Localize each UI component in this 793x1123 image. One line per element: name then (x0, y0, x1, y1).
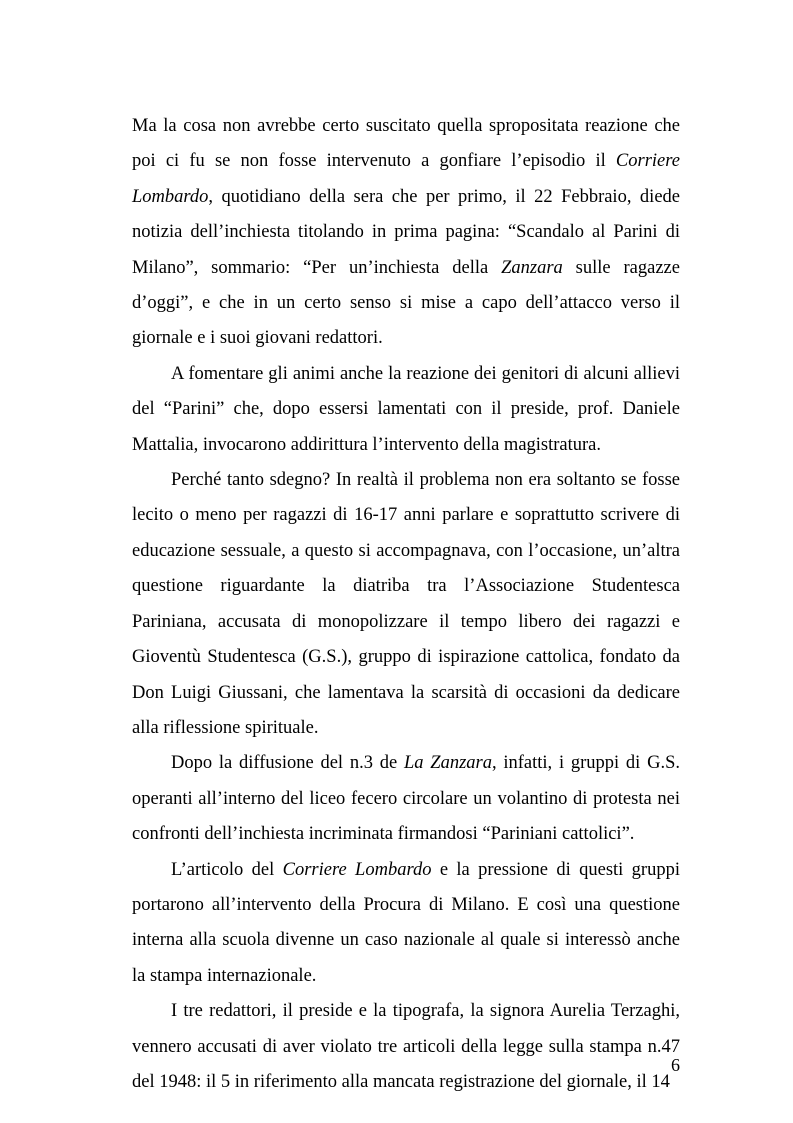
newspaper-title-la-zanzara: La Zanzara (403, 753, 492, 774)
paragraph-5-run-1: L’articolo del (171, 859, 283, 880)
newspaper-title-corriere-lombardo-2: Corriere Lombardo (282, 859, 432, 880)
page-number: 6 (671, 1055, 680, 1075)
paragraph-3-run-1: Perché tanto sdegno? In realtà il problema non era soltanto se fosse lecito o meno per ragazzi di 16-17 anni parlare e soprattutto scrivere di educazione sessuale, a questo si accompagnava, con l’occasione, un’altra questione riguardante la diatriba tra l’Associazione Studentesca Pariniana, accusata di monopolizzare il tempo libero dei ragazzi e Gioventù Studentesca (G.S.), gruppo di ispirazione cattolica, fondato da Don Luigi Giussani, che lamentava la scarsità di occasioni da dedicare alla riflessione spirituale. (132, 470, 680, 738)
newspaper-title-corriere-lombardo: Corriere Lombardo (132, 151, 680, 207)
paragraph-3 (132, 463, 680, 746)
paragraph-1 (132, 109, 680, 357)
paragraph-5 (132, 853, 680, 995)
paragraph-6 (132, 994, 680, 1100)
paragraph-5-run-3: e la pressione di questi gruppi portarono all’intervento della Procura di Milano. E così una questione interna alla scuola divenne un caso nazionale al quale si interessò anche la stampa internazionale. (132, 859, 680, 986)
paragraph-2-run-1: A fomentare gli animi anche la reazione dei genitori di alcuni allievi del “Parini” che, dopo essersi lamentati con il preside, prof. Daniele Mattalia, invocarono addirittura l’intervento della magistratura. (132, 363, 680, 455)
newspaper-title-zanzara: Zanzara (501, 257, 563, 278)
paragraph-1-run-5: sulle ragazze d’oggi”, e che in un certo senso si mise a capo dell’attacco verso il giornale e i suoi giovani redattori. (132, 257, 680, 349)
paragraph-2 (132, 357, 680, 463)
paragraph-1-run-3: , quotidiano della sera che per primo, il 22 Febbraio, diede notizia dell’inchiesta titolando in prima pagina: “Scandalo al Parini di Milano”, sommario: “Per un’inchiesta della (132, 186, 680, 278)
paragraph-4 (132, 746, 680, 852)
paragraph-1-run-1: Ma la cosa non avrebbe certo suscitato quella spropositata reazione che poi ci fu se non fosse intervenuto a gonfiare l’episodio il (132, 116, 680, 172)
paragraph-6-run-1: I tre redattori, il preside e la tipografa, la signora Aurelia Terzaghi, vennero accusati di aver violato tre articoli della legge sulla stampa n.47 del 1948: il 5 in riferimento alla mancata registrazione del giornale, il 14 (132, 1001, 680, 1092)
paragraph-4-run-3: , infatti, i gruppi di G.S. operanti all’interno del liceo fecero circolare un volantino di protesta nei confronti dell’inchiesta incriminata firmandosi “Pariniani cattolici”. (132, 753, 680, 845)
body-text (132, 109, 680, 1100)
paragraph-4-run-1: Dopo la diffusione del n.3 de (171, 753, 404, 774)
